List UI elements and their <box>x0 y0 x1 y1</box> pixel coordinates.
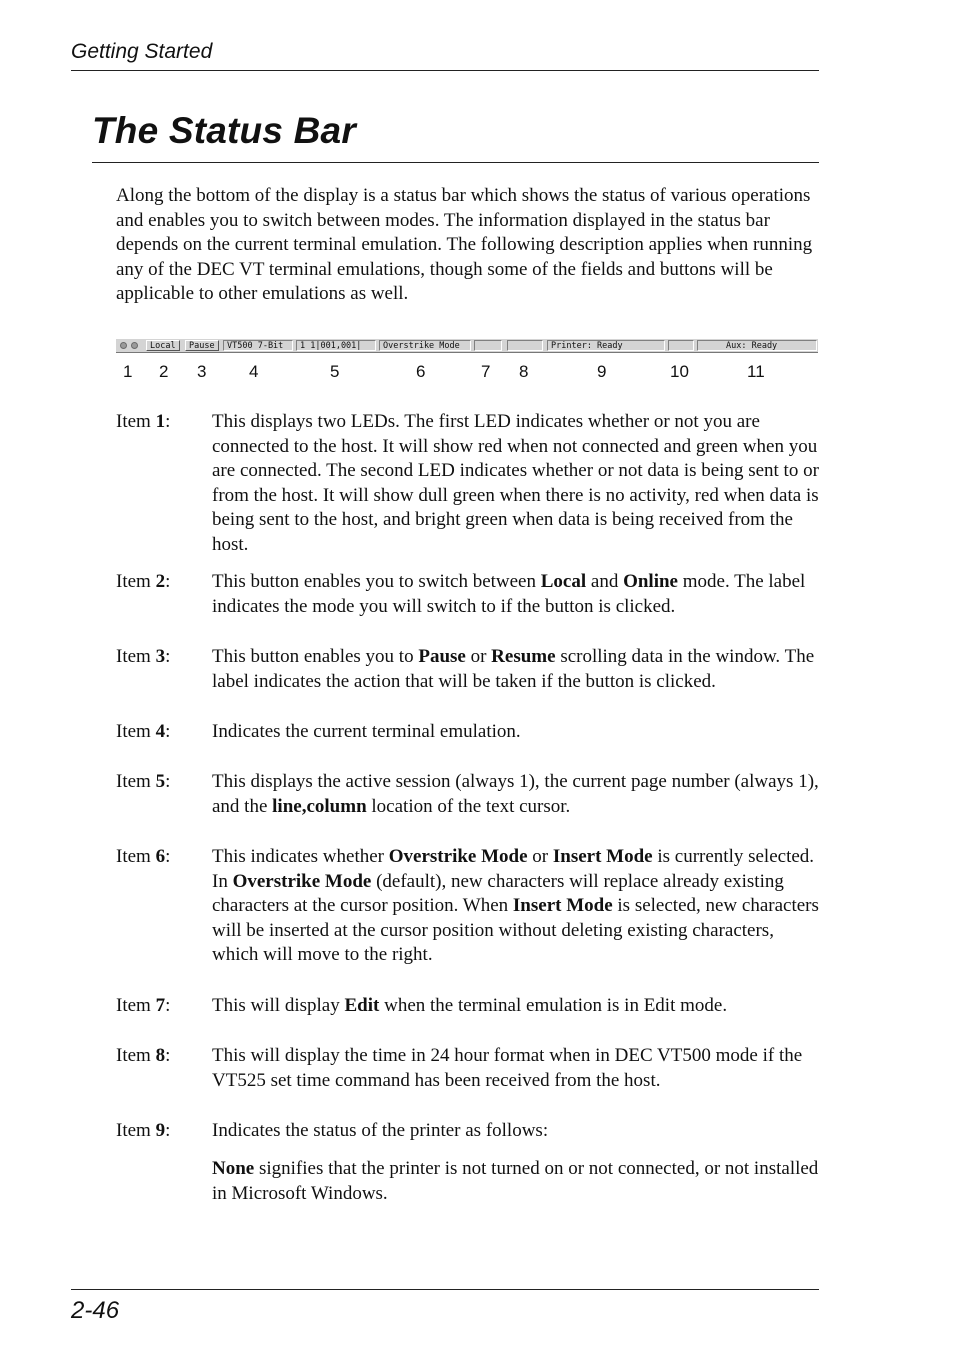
text-run: This indicates whether <box>212 846 389 867</box>
time-field <box>507 340 543 351</box>
bold-term: Insert Mode <box>512 895 613 917</box>
pause-button[interactable]: Pause <box>185 340 219 351</box>
text-run: location of the text cursor. <box>366 795 571 817</box>
bold-term: Overstrike Mode <box>388 846 528 867</box>
bold-term: Resume <box>491 646 556 667</box>
callout-number: 2 <box>159 362 169 381</box>
edit-field <box>474 340 502 351</box>
item-label: Item 2: <box>116 571 171 592</box>
callout-number: 5 <box>330 362 340 381</box>
text-run: This will display <box>212 995 345 1016</box>
emulation-field: VT500 7-Bit <box>223 340 293 351</box>
bold-term: Online <box>623 571 678 592</box>
item-description <box>212 845 824 968</box>
text-run: This button enables you to <box>212 646 419 667</box>
bold-term: line,column <box>272 795 367 817</box>
text-run: is currently selected. In <box>212 846 815 892</box>
title-rule <box>92 162 819 163</box>
item-label: Item 7: <box>116 995 171 1016</box>
item-description <box>212 720 824 745</box>
text-run: This displays two LEDs. The first LED indicates whether or not you are connected to the host. It will show red when not connected and green when you are connected. The second LED indicates whether or not data is being sent to or from the host. It will show dull green when there is no activity, red when data is being sent to the host, and bright green when data is being received from the host. <box>212 411 819 555</box>
text-run: Indicates the status of the printer as follows: <box>212 1120 549 1141</box>
item-description <box>212 570 824 619</box>
item-label: Item 4: <box>116 721 171 742</box>
bold-term: Pause <box>418 646 466 667</box>
activity-led-icon <box>131 342 138 349</box>
footer-rule <box>71 1289 819 1290</box>
text-run: signifies that the printer is not turned on or not connected, or not installed in Microsoft Windows. <box>212 1158 819 1204</box>
text-run: or <box>465 646 492 667</box>
callout-number: 3 <box>197 362 207 381</box>
item-label: Item 3: <box>116 646 171 667</box>
item-label: Item 5: <box>116 771 171 792</box>
bold-term: Insert Mode <box>552 846 653 867</box>
text-run: This will display the time in 24 hour format when in DEC VT500 mode if the VT525 set time command has been received from the host. <box>212 1045 803 1091</box>
bold-term: Edit <box>344 995 380 1016</box>
callout-number: 9 <box>597 362 607 381</box>
bold-term: Overstrike Mode <box>232 870 372 892</box>
text-run: This button enables you to switch between <box>212 571 541 592</box>
text-run: (default), new characters will replace already existing characters at the cursor position. When <box>212 870 784 917</box>
note-text <box>212 1157 824 1206</box>
item-description <box>212 770 824 819</box>
text-run: mode. The label indicates the mode you will switch to if the button is clicked. <box>212 571 806 617</box>
insert-mode-field[interactable]: Overstrike Mode <box>379 340 471 351</box>
local-button[interactable]: Local <box>146 340 180 351</box>
callout-number: 4 <box>249 362 259 381</box>
callout-number: 10 <box>670 362 689 381</box>
running-head: Getting Started <box>71 40 213 63</box>
callout-number: 6 <box>416 362 426 381</box>
connection-led-icon <box>120 342 127 349</box>
item-description <box>212 1119 824 1144</box>
header-rule <box>71 70 819 71</box>
callout-number: 7 <box>481 362 491 381</box>
aux-status-field[interactable]: Aux: Ready <box>697 340 817 351</box>
text-run: This displays the active session (always 1), the current page number (always 1), and the <box>212 771 819 817</box>
intro-paragraph: Along the bottom of the display is a status bar which shows the status of various operations and enables you to switch between modes. The information displayed in the status bar depends on the current terminal emulation. The following description applies when running any of the DEC VT terminal emulations, though some of the fields and buttons will be applicable to other emulations as well. <box>116 185 813 305</box>
page-number: 2-46 <box>71 1297 120 1324</box>
status-bar-figure <box>116 338 818 353</box>
cursor-position-field: 1 1|001,001| <box>296 340 376 351</box>
status-blank-field <box>668 340 694 351</box>
item-label: Item 6: <box>116 846 171 867</box>
text-run: is selected, new characters will be inserted at the cursor position without deleting existing characters, which will move to the right. <box>212 895 819 966</box>
callout-number: 11 <box>747 362 765 381</box>
text-run: scrolling data in the window. The label indicates the action that will be taken if the button is clicked. <box>212 646 815 692</box>
callout-number: 8 <box>519 362 529 381</box>
item-label: Item 1: <box>116 411 171 432</box>
page-title: The Status Bar <box>92 110 356 151</box>
printer-status-field[interactable]: Printer: Ready <box>547 340 665 351</box>
text-run: or <box>527 846 553 867</box>
item-description <box>212 645 824 694</box>
item-description <box>212 410 824 558</box>
bold-term: Local <box>540 571 587 592</box>
text-run: and <box>586 571 624 592</box>
item-label: Item 8: <box>116 1045 171 1066</box>
bold-term: None <box>212 1158 255 1179</box>
item-label: Item 9: <box>116 1120 171 1141</box>
callout-number: 1 <box>123 362 133 381</box>
item-description <box>212 1044 824 1093</box>
text-run: when the terminal emulation is in Edit mode. <box>379 995 728 1016</box>
text-run: Indicates the current terminal emulation. <box>212 721 521 742</box>
item-description <box>212 994 824 1019</box>
